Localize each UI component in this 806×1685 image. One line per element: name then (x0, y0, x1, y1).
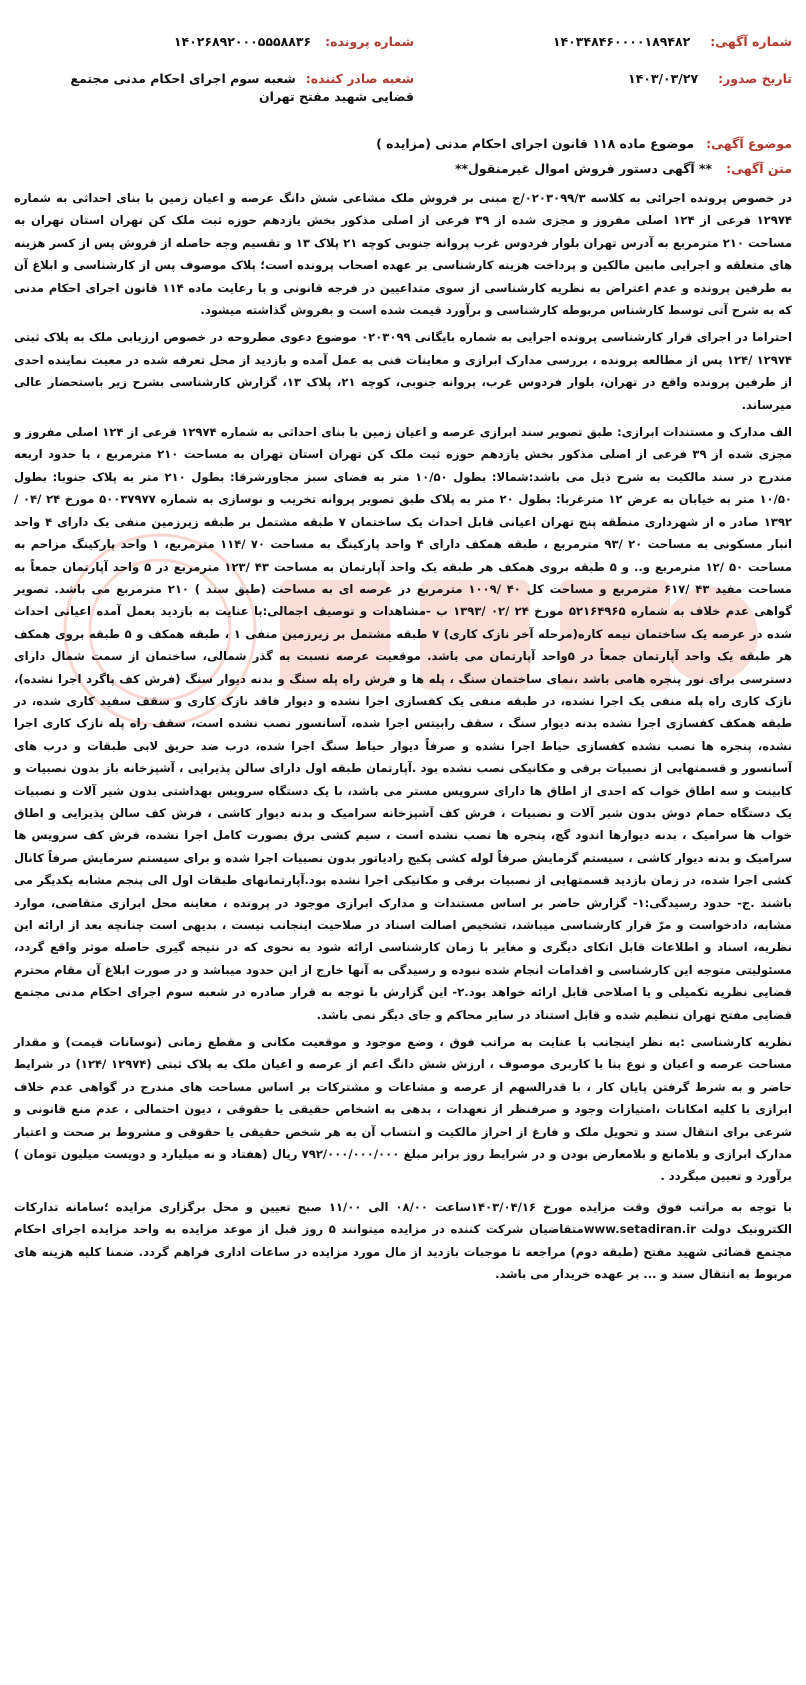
ad-number-label: شماره آگهی: (710, 34, 792, 49)
case-number-row (174, 33, 414, 51)
ad-number-value: ۱۴۰۳۴۸۴۶۰۰۰۰۱۸۹۴۸۲ (552, 34, 691, 49)
paragraph-expert-order: احتراما در اجرای قرار کارشناسی پرونده اجرایی به شماره بایگانی ۰۲۰۳۰۹۹ موضوع دعوی مطروحه در خصوص ارزیابی ملک به پلاک ثبتی ۱۲۹۷۴ /۱۲۴ پس از مطالعه پرونده ، بررسی مدارک ابرازی و معاینات فنی به عمل آمده و بازدید از محل تعرفه شده در معیت نماینده احدی از طرفین پرونده واقع در تهران، بلوار فردوس غرب، پروانه جنوبی، کوچه ۲۱، پلاک ۱۳، گزارش کارشناسی بشرح زیر باستحضار عالی میرساند. (14, 330, 793, 412)
subject-label: موضوع آگهی: (706, 136, 792, 151)
subject-row (14, 134, 792, 154)
ad-body (14, 187, 792, 1291)
paragraph-documents: الف مدارک و مستندات ابرازی: طبق تصویر سند ابرازی عرصه و اعیان زمین با بنای احداثی به شماره ۱۲۹۷۴ فرعی از ۱۲۴ اصلی مفروز و مجزی شده از ۳۹ فرعی از اصلی مذکور بخش یازدهم حوزه ثبت ملک کن تهران استان تهران به مساحت ۲۱۰ مترمربع ، با حدود اربعه مندرج در سند مالکیت به شرح ذیل می باشد:شمالا: بطول ۱۰/۵۰ متر به فضای سبز مجاورشرقا: بطول ۲۱۰ متر به پلاک جنوبا: بطول ۱۰/۵۰ متر به خیابان به عرض ۱۲ مترغربا: بطول ۲۰ متر به پلاک طبق تصویر پروانه تخریب و نوسازی به شماره ۵۰۰۳۷۹۷۷ مورخ ۲۴ /۰۴ /۱۳۹۲ صادر ه از شهرداری منطقه پنج تهران اعیانی قابل احداث یک ساختمان ۷ طبقه مشتمل بر طبقه زیرزمین منفی یک دارای ۴ واحد انبار مسکونی به مساحت ۲۰ /۹۳ مترمربع ، طبقه همکف دارای ۴ واحد پارکینگ به مساحت ۷۰ /۱۱۴ مترمربع، ۱ واحد پارکینگ مزاحم به مساحت ۵۰ /۱۲ مترمربع و.. و ۵ طبقه بروی همکف هر طبقه یک واحد آپارتمان به مساحت ۴۳ /۱۲۳ مترمربع در ۵ واحد آپارتمان جمعاً به مساحت مفید ۴۳ /۶۱۷ مترمربع و مساحت کل ۴۰ /۱۰۰۹ مترمربع در عرصه ای به مساحت (طبق سند ) ۲۱۰ مترمربع می باشد. تصویر گواهی عدم خلاف به شماره ۵۲۱۶۴۹۶۵ مورخ ۲۴ /۰۲ /۱۳۹۳ ب -مشاهدات و توصیف اجمالی:با عنایت به بازدید بعمل آمده اعیانی احداث شده در عرصه یک ساختمان نیمه کاره(مرحله آخر نازک کاری) ۷ طبقه مشتمل بر زیرزمین منفی ۱ ، طبقه همکف و ۵ طبقه بروی همکف هر طبقه یک واحد آپارتمان جمعاً در ۵واحد آپارتمان می باشد. موقعیت عرصه نسبت به گذر شمالی، ساختمان از سمت شمال دارای دسترسی برای نور پنجره هامی باشد ،نمای ساختمان سنگ ، پله ها و فرش راه پله سنگ و بدنه دیوار سنگ (فرش کف پاگرد اجرا نشده)، نازک کاری راه پله منفی یک اجرا نشده، در طبقه منفی یک کفسازی اجرا نشده و دیوار فاقد نازک کاری و سقف سفید کاری شده، در طبقه همکف کفسازی اجرا نشده بدنه دیوار سنگ ، سقف رابیتس اجرا شده، آسانسور نصب نشده است، سقف راه پله نازک کاری اجرا نشده، پنجره ها نصب نشده کفسازی حیاط اجرا نشده و صرفاً دیوار حیاط سنگ اجرا شده، درب ضد حریق لابی طبقات و درب های آسانسور و قسمتهایی از نصبیات برقی و مکانیکی نصب نشده بود .آپارتمان طبقه اول دارای سالن پذیرایی ، آشپزخانه باز بدون نصبیات و کابینت و سه اطاق خواب که احدی از اطاق ها دارای سرویس مستر می باشد، با یک دستگاه سرویس بهداشتی بدون شیر آلات و نصبیات یک دستگاه حمام دوش بدون شیر آلات و نصبیات ، فرش کف آشپزخانه سرامیک و بدنه دیوار کاشی ، فرش کف سالن پذیرایی و اطاق خواب ها سرامیک ، بدنه دیوارها اندود گچ، پنجره ها نصب نشده است ، سیم کشی برق بصورت کامل اجرا نشده، فرش کف سرویس ها سرامیک و بدنه دیوار کاشی ، سیستم گرمایش صرفاً لوله کشی پکیج رادیاتور بدون نصبیات اجرا شده و برای سیستم سرمایش صرفاً کانال کشی اجرا شده، در زمان بازدید قسمتهایی از نصبیات برقی و مکانیکی اجرا نشده بود.آپارتمانهای طبقات اول الی پنجم مشابه یکدیگر می باشند .ج- حدود رسیدگی:۱- گزارش حاضر بر اساس مستندات و مدارک ابرازی موجود در پرونده ، معاینه محل ابرازی متقاضی، موارد مشابه، دادخواست و مرّ قرار کارشناسی میباشد، تشخیص اصالت اسناد در صلاحیت اینجانب نیست ، بدیهی است چنانچه بعد از ارائه این نظریه، اسناد و اطلاعات قابل اتکای دیگری و مغایر با زمان کارشناسی ارائه شود به نحوی که در نتیجه گیری حاصله موثر واقع گردد، مسئولیتی متوجه این کارشناسی و اقدامات انجام شده نبوده و رسیدگی به آنها خارج از این حدود میباشد و در صورت ابلاغ آن مقام محترم قضایی نظریه تکمیلی و یا اصلاحی قابل ارائه خواهد بود.۲- این گزارش با توجه به قرار صادره در شعبه سوم اجرای احکام مدنی مجتمع قضایی مفتح تهران تنظیم شده و قابل استناد در سایر محاکم و جای دیگر نمی باشد. (14, 425, 793, 1022)
ad-number-row (553, 33, 792, 51)
paragraph-expert-opinion: نظریه کارشناسی :به نظر اینجانب با عنایت به مراتب فوق ، وضع موجود و موقعیت مکانی و مقطع زمانی (نوسانات قیمت) و مقدار مساحت عرصه و اعیان و نوع بنا با کاربری موصوف ، ارزش شش دانگ اعم از عرصه و اعیان ملک به پلاک ثبتی (۱۲۹۷۴ /۱۲۴) در شرایط حاضر و به شرط گرفتن پایان کار ، با قدرالسهم از عرصه و مشاعات و مشترکات بر اساس مساحت های مندرج در گواهی عدم خلاف ابرازی با کلیه امکانات ،امتیازات وجود و صرفنظر از تعهدات ، بدهی به اشخاص حقیقی یا حقوقی ، دیون احتمالی ، عدم منع قانونی و شرعی برای انتقال سند و تحویل ملک و فارغ از احراز مالکیت و انتساب آن به هر شخص حقیقی یا حقوقی و مشروط بر صحت و اعتبار مدارک ابرازی و بلامانع و بلامعارض بودن و در شرایط روز برابر مبلغ ۷۹۲/۰۰۰/۰۰۰/۰۰۰ ریال (هفتاد و نه میلیارد و دویست میلیون تومان ) برآورد و تعیین میگردد . (14, 1035, 793, 1184)
issue-date-value: ۱۴۰۳/۰۳/۲۷ (627, 71, 699, 86)
issuer-row (34, 70, 414, 106)
ad-text-label: متن آگهی: (726, 161, 792, 176)
subject-value: موضوع ماده ۱۱۸ قانون اجرای احکام مدنی (مزایده ) (376, 136, 695, 151)
paragraph-auction-time: با توجه به مراتب فوق وقت مزایده مورخ ۱۴۰۳/۰۴/۱۶ساعت ۰۸/۰۰ الی ۱۱/۰۰ صبح تعیین و محل برگزاری مزایده ؛سامانه تدارکات الکترونیک دولت www.setadiran.irمتقاضیان شرکت کننده در مزایده میتوانند ۵ روز قبل از موعد مزایده به واحد مزایده اجرای احکام مجتمع قضائی شهید مفتح (طبقه دوم) مراجعه تا موجبات بازدید از مال مورد مزایده در ساعات اداری فراهم گردد. ضمنا کلیه هزینه های مربوط به انتقال سند و ... بر عهده خریدار می باشد. (14, 1199, 792, 1282)
paragraph-intro: در خصوص پرونده اجرائی به کلاسه ۰۲۰۳۰۹۹/۳/ج مبنی بر فروش ملک مشاعی شش دانگ عرصه و اعیان زمین با بنای احداثی به شماره ۱۲۹۷۴ فرعی از ۱۲۴ اصلی مفروز و مجزی شده از ۳۹ فرعی از اصلی مذکور بخش یازدهم حوزه ثبت ملک کن تهران استان تهران به مساحت ۲۱۰ مترمربع به آدرس تهران بلوار فردوس غرب پروانه جنوبی کوچه ۲۱ پلاک ۱۳ و تقسیم وجه حاصله از فروش پس از کسر هزینه های متعلقه و اجرایی مابین مالکین و پرداخت هزینه کارشناسی بر عهده اصحاب پرونده است؛ پلاک موصوف پس از کارشناسی و ابلاغ آن به طرفین پرونده و عدم اعتراض به نظریه کارشناسی از سوی متداعیین در فرجه قانونی و با رعایت ماده ۱۱۴ قانون اجرای احکام مدنی که به شرح آتی توسط کارشناس مربوطه کارشناسی و برآورد قیمت شده است و بفروش گذاشته میشود. (14, 191, 792, 318)
issuer-label: شعبه صادر کننده: (305, 71, 414, 86)
ad-title: ** آگهی دستور فروش اموال غیرمنقول** (454, 161, 713, 176)
ad-title-row (14, 159, 792, 179)
issuer-value: شعبه سوم اجرای احکام مدنی مجتمع قضایی شهید مفتح تهران (70, 71, 414, 104)
issue-date-row (628, 70, 792, 88)
issue-date-label: تاریخ صدور: (718, 71, 792, 86)
case-number-label: شماره پرونده: (325, 34, 414, 49)
case-number-value: ۱۴۰۲۶۸۹۲۰۰۰۵۵۵۸۸۳۶ (173, 34, 312, 49)
